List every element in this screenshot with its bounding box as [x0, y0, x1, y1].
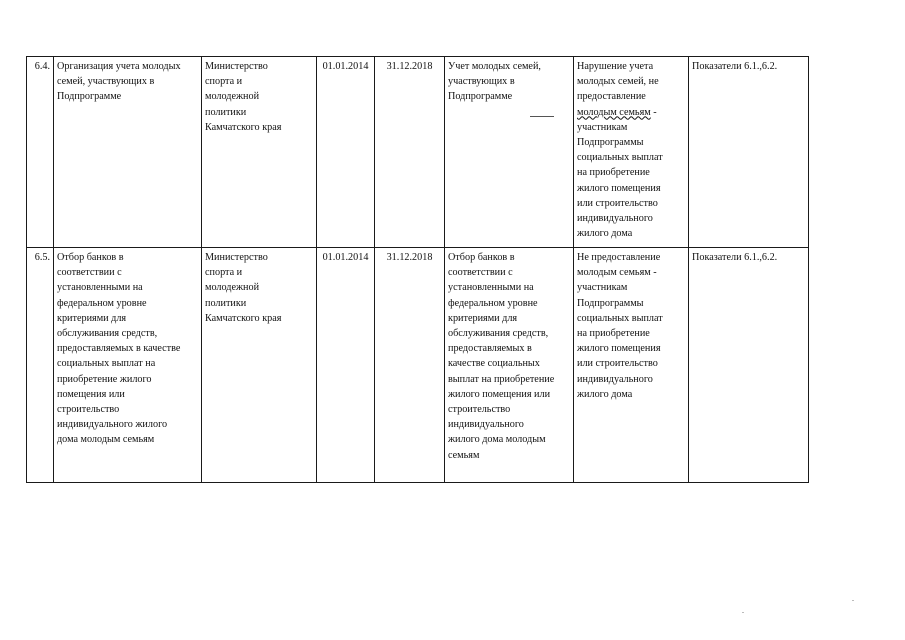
- item-number: 6.4.: [27, 57, 54, 248]
- consequences-text-start: Нарушение учета молодых семей, не предоставление: [577, 61, 659, 103]
- end-date-cell: 31.12.2018: [375, 248, 445, 483]
- executor-cell: Министерство спорта и молодежной политики Камчатского края: [202, 57, 317, 248]
- scan-speck: [742, 612, 744, 613]
- pen-stroke-mark: [530, 116, 554, 117]
- end-date-cell: 31.12.2018: [375, 57, 445, 248]
- consequences-cell: [574, 57, 689, 248]
- activity-cell: Отбор банков в соответствии с установленными на федеральном уровне критериями для обслуживания средств, предоставляемых в качестве социальных выплат на приобретение жилого помещения или строительство индивидуального жилого дома молодым семьям: [54, 248, 202, 483]
- handwritten-underline-text: молодым семьям: [577, 106, 651, 118]
- scan-speck: [852, 600, 854, 601]
- consequences-text-end: - участникам Подпрограммы социальных выплат на приобретение жилого помещения или строительство индивидуального жилого дома: [577, 106, 663, 240]
- executor-cell: Министерство спорта и молодежной политики Камчатского края: [202, 248, 317, 483]
- start-date-cell: 01.01.2014: [317, 248, 375, 483]
- consequences-cell: Не предоставление молодым семьям - участникам Подпрограммы социальных выплат на приобретение жилого помещения или строительство индивидуального жилого дома: [574, 248, 689, 483]
- expected-result-cell: Учет молодых семей, участвующих в Подпрограмме: [445, 57, 574, 248]
- indicators-cell: Показатели 6.1.,6.2.: [689, 57, 809, 248]
- activity-cell: Организация учета молодых семей, участвующих в Подпрограмме: [54, 57, 202, 248]
- measures-table: [26, 56, 809, 483]
- table-row: [27, 248, 809, 483]
- start-date-cell: 01.01.2014: [317, 57, 375, 248]
- table-row: [27, 57, 809, 248]
- expected-result-cell: Отбор банков в соответствии с установленными на федеральном уровне критериями для обслуживания средств, предоставляемых в качестве социальных выплат на приобретение жилого помещения или строительство индивидуального жилого дома молодым семьям: [445, 248, 574, 483]
- item-number: 6.5.: [27, 248, 54, 483]
- indicators-cell: Показатели 6.1.,6.2.: [689, 248, 809, 483]
